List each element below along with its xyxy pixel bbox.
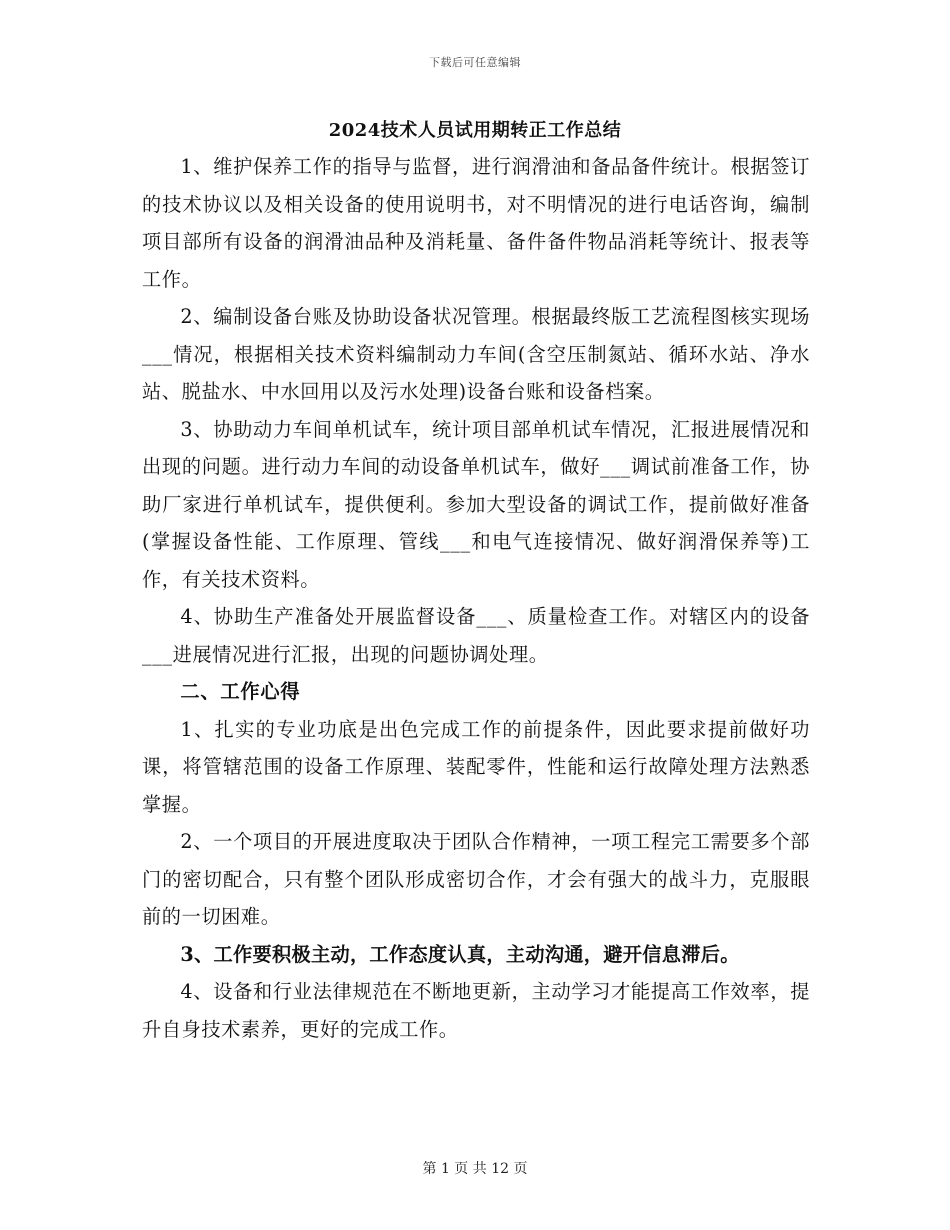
experience-item-2: 2、一个项目的开展进度取决于团队合作精神，一项工程完工需要多个部门的密切配合，只有整个团队形成密切合作，才会有强大的战斗力，克服眼前的一切困难。 [142, 830, 810, 928]
paragraph-3: 3、协助动力车间单机试车，统计项目部单机试车情况，汇报进展情况和出现的问题。进行动力车间的动设备单机试车，做好___调试前准备工作，协助厂家进行单机试车，提供便利。参加大型设备的调试工作，提前做好准备(掌握设备性能、工作原理、管线___和电气连接情况、做好润滑保养等)工作，有关技术资料。 [142, 417, 810, 591]
experience-item-3: 3、工作要积极主动，工作态度认真，主动沟通，避开信息滞后。 [180, 942, 740, 966]
header-note: 下载后可任意编辑 [429, 56, 521, 69]
paragraph-1: 1、维护保养工作的指导与监督，进行润滑油和备品备件统计。根据签订的技术协议以及相关设备的使用说明书，对不明情况的进行电话咨询，编制项目部所有设备的润滑油品种及消耗量、备件备件物品消耗等统计、报表等工作。 [142, 155, 810, 291]
experience-item-4: 4、设备和行业法律规范在不断地更新，主动学习才能提高工作效率，提升自身技术素养，更好的完成工作。 [142, 980, 810, 1041]
paragraph-4: 4、协助生产准备处开展监督设备___、质量检查工作。对辖区内的设备___进展情况进行汇报，出现的问题协调处理。 [142, 605, 810, 666]
section-heading: 二、工作心得 [180, 680, 301, 703]
document-title: 2024技术人员试用期转正工作总结 [328, 120, 622, 141]
page-footer: 第 1 页 共 12 页 [422, 1161, 528, 1177]
document-body [142, 148, 810, 1048]
experience-item-1: 1、扎实的专业功底是出色完成工作的前提条件，因此要求提前做好功课，将管辖范围的设备工作原理、装配零件，性能和运行故障处理方法熟悉掌握。 [142, 717, 810, 816]
paragraph-2: 2、编制设备台账及协助设备状况管理。根据最终版工艺流程图核实现场___情况，根据相关技术资料编制动力车间(含空压制氮站、循环水站、净水站、脱盐水、中水回用以及污水处理)设备台账和设备档案。 [142, 305, 810, 403]
